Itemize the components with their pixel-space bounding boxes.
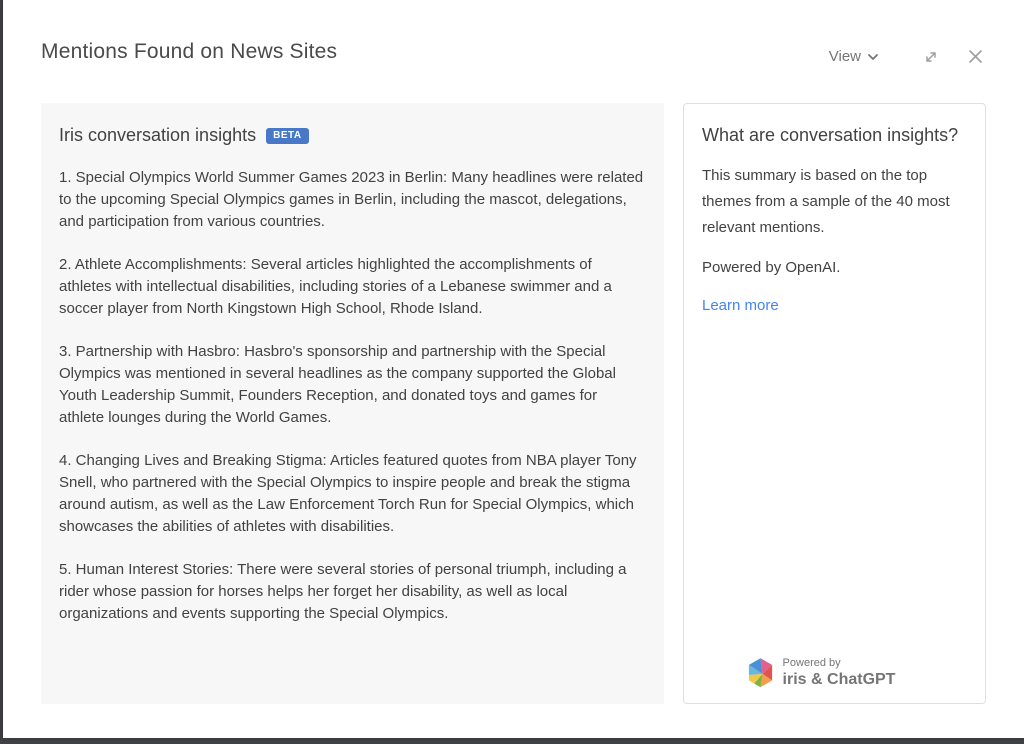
expand-icon: [923, 49, 939, 65]
info-description: This summary is based on the top themes from a sample of the 40 most relevant mentions.: [702, 167, 950, 236]
learn-more-link[interactable]: Learn more: [702, 297, 779, 314]
info-panel: [683, 103, 986, 704]
insight-paragraph-1: 1. Special Olympics World Summer Games 2023 in Berlin: Many headlines were related to the upcoming Special Olympics games in Berlin, including the mascot, delegations, and participation from various countries.: [59, 169, 644, 230]
info-panel-title: What are conversation insights?: [702, 125, 959, 145]
header-controls: [829, 46, 986, 67]
iris-hexagon-logo-icon: [746, 657, 775, 689]
insight-paragraph-4: 4. Changing Lives and Breaking Stigma: Articles featured quotes from NBA player Tony Snell, who partnered with the Special Olympics to inspire people and break the stigma around autism, as well as the Law Enforcement Torch Run for Special Olympics, which showcases the abilities of athletes with disabilities.: [59, 452, 637, 535]
modal-header: [3, 0, 1024, 67]
insight-paragraph-3: 3. Partnership with Hasbro: Hasbro's sponsorship and partnership with the Special Olympics was mentioned in several headlines as the company supported the Global Youth Leadership Summit, Founders Reception, and donated toys and games for athlete lounges during the World Games.: [59, 343, 616, 426]
insights-title-row: [59, 125, 646, 146]
chevron-down-icon: [867, 51, 879, 63]
view-dropdown[interactable]: [829, 48, 879, 65]
mentions-modal: [3, 0, 1024, 738]
close-icon: [967, 48, 984, 65]
content-row: [3, 103, 1024, 704]
close-button[interactable]: [965, 46, 986, 67]
expand-button[interactable]: [921, 47, 941, 67]
view-dropdown-label: View: [828, 48, 861, 65]
page-title: Mentions Found on News Sites: [41, 40, 338, 63]
insight-paragraph-2: 2. Athlete Accomplishments: Several articles highlighted the accomplishments of athletes with intellectual disabilities, including stories of a Lebanese swimmer and a soccer player from North Kingstown High School, Rhode Island.: [59, 256, 612, 317]
insights-panel-title: Iris conversation insights: [59, 125, 257, 145]
branding-text: [783, 657, 896, 689]
insight-paragraph-5: 5. Human Interest Stories: There were several stories of personal triumph, including a rider whose passion for horses helps her forget her disability, as well as local organizations and events supporting the Special Olympics.: [59, 561, 627, 622]
branding-powered-by-label: Powered by: [782, 657, 841, 669]
beta-badge: BETA: [266, 128, 308, 144]
info-powered-by: Powered by OpenAI.: [702, 259, 841, 276]
insights-panel: [41, 103, 664, 704]
branding-brand-name: iris & ChatGPT: [782, 671, 896, 688]
iris-chatgpt-branding: [746, 657, 896, 689]
